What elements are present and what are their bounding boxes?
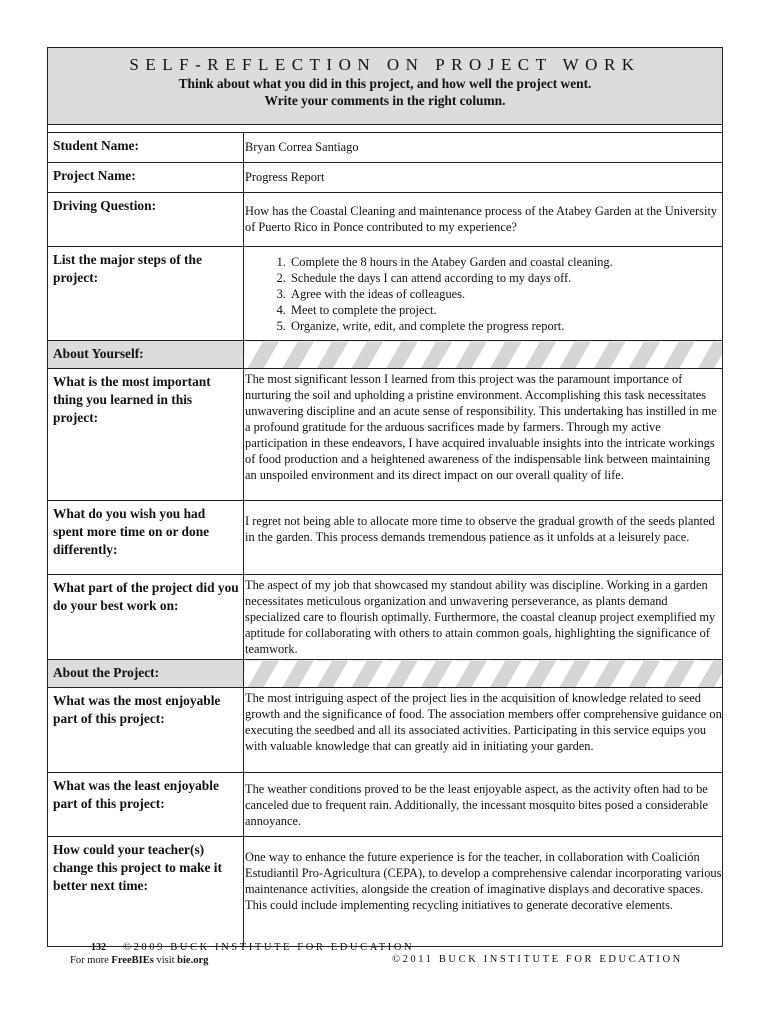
list-item: 1. Complete the 8 hours in the Atabey Garden and coastal cleaning. (289, 254, 722, 270)
form-subtitle-line-1: Think about what you did in this project, and how well the project went. (178, 76, 592, 91)
least-enjoyable-answer: The weather conditions proved to be the least enjoyable aspect, as the activity often had to be canceled due to frequent rain. Additionally, the incessant mosquito bites posed a considerable annoyance. (244, 773, 723, 837)
reflection-form (47, 47, 722, 947)
least-enjoyable-label: What was the least enjoyable part of this project: (48, 773, 244, 837)
form-header (48, 48, 723, 125)
most-important-learned-label: What is the most important thing you learned in this project: (48, 369, 244, 501)
bie-link[interactable]: bie.org (177, 955, 209, 966)
wish-more-time-label: What do you wish you had spent more time on or done differently: (48, 501, 244, 575)
freebies-prefix: For more (70, 955, 112, 966)
freebies-visit: visit (153, 955, 178, 966)
major-steps-value (244, 247, 723, 341)
page-footer (0, 941, 768, 981)
best-work-label: What part of the project did you do your best work on: (48, 575, 244, 660)
list-item: 5. Organize, write, edit, and complete the progress report. (289, 318, 722, 334)
freebies-note (70, 955, 208, 966)
wish-more-time-answer: I regret not being able to allocate more time to observe the gradual growth of the seeds planted in the garden. This process demands tremendous patience as it unfolds at a leisurely pace. (244, 501, 723, 575)
student-name-label: Student Name: (48, 133, 244, 163)
driving-question-value: How has the Coastal Cleaning and maintenance process of the Atabey Garden at the University of Puerto Rico in Ponce contributed to my experience? (244, 193, 723, 247)
about-yourself-section-label: About Yourself: (48, 341, 244, 369)
copyright-2009: ©2009 BUCK INSTITUTE FOR EDUCATION (123, 942, 415, 953)
most-enjoyable-answer: The most intriguing aspect of the project lies in the acquisition of knowledge related to seed growth and the significance of food. The association members offer comprehensive guidance on executing the seedbed and all its associated activities. Participating in this service equips you with valuable knowledge that can greatly aid in initiating your garden. (244, 688, 723, 773)
form-table (47, 47, 723, 947)
major-steps-list (245, 254, 722, 334)
list-item: 4. Meet to complete the project. (289, 302, 722, 318)
most-enjoyable-label: What was the most enjoyable part of this project: (48, 688, 244, 773)
most-important-learned-answer: The most significant lesson I learned from this project was the paramount importance of nurturing the soil and upholding a pristine environment. Accomplishing this task necessitates unwavering discipline and an acute sense of responsibility. This undertaking has instilled in me a profound gratitude for the arduous sacrifices made by farmers. Through my active participation in these endeavors, I have acquired invaluable insights into the intricate workings of food production and a heightened awareness of the indispensable link between maintaining an unspoiled environment and its direct impact on our overall quality of life. (244, 369, 723, 501)
form-subtitle-line-2: Write your comments in the right column. (264, 93, 506, 108)
project-name-label: Project Name: (48, 163, 244, 193)
header-gap (48, 125, 723, 133)
list-item: 2. Schedule the days I can attend according to my days off. (289, 270, 722, 286)
teacher-change-label: How could your teacher(s) change this project to make it better next time: (48, 837, 244, 947)
copyright-2011: ©2011 BUCK INSTITUTE FOR EDUCATION (392, 954, 683, 965)
driving-question-label: Driving Question: (48, 193, 244, 247)
freebies-word: FreeBIEs (111, 955, 154, 966)
major-steps-label: List the major steps of the project: (48, 247, 244, 341)
about-project-section-label: About the Project: (48, 660, 244, 688)
teacher-change-answer: One way to enhance the future experience is for the teacher, in collaboration with Coalición Estudiantil Pro-Agricultura (CEPA), to develop a comprehensive calendar incorporating various maintenance activities, alongside the creation of imaginative displays and decorative spaces. This could include implementing recycling initiatives to generate decorative elements. (244, 837, 723, 947)
student-name-value: Bryan Correa Santiago (244, 133, 723, 163)
best-work-answer: The aspect of my job that showcased my standout ability was discipline. Working in a garden necessitates meticulous organization and unwavering perseverance, as plants demand specialized care to flourish optimally. Furthermore, the coastal cleanup project exemplified my aptitude for collaborating with others to attain common goals, highlighting the significance of teamwork. (244, 575, 723, 660)
page-number: 132 (91, 942, 106, 953)
form-title: SELF-REFLECTION ON PROJECT WORK (129, 55, 641, 74)
project-name-value: Progress Report (244, 163, 723, 193)
list-item: 3. Agree with the ideas of colleagues. (289, 286, 722, 302)
about-yourself-striped-band (244, 341, 723, 369)
about-project-striped-band (244, 660, 723, 688)
